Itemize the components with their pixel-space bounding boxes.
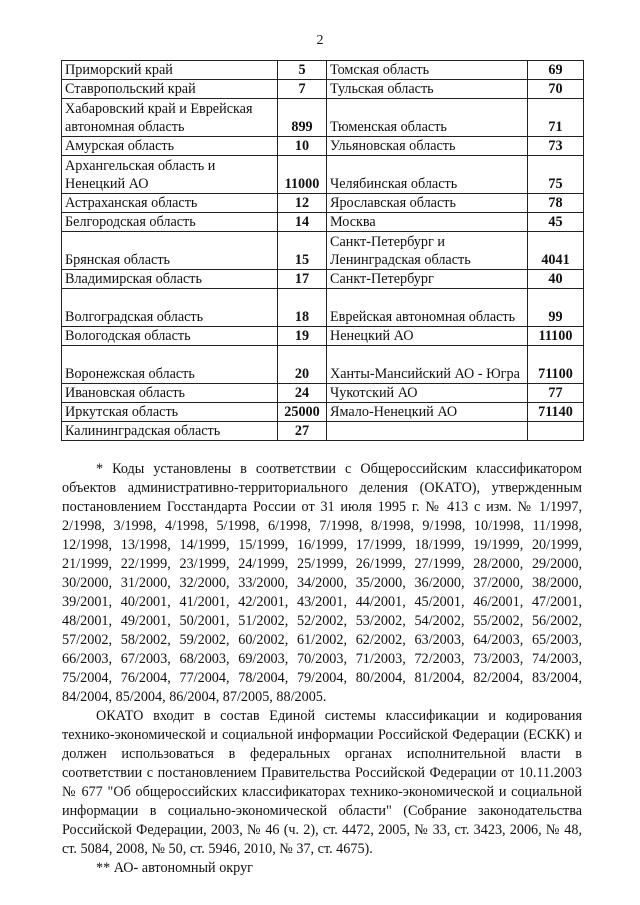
region-code-cell: 19 [278,327,327,346]
table-row [62,99,584,137]
region-code-cell: 899 [278,99,327,137]
table-row [62,232,584,270]
region-code-cell: 71100 [528,346,584,384]
region-name-cell: Архангельская область и Ненецкий АО [62,156,278,194]
region-name-cell: Владимирская область [62,270,278,289]
region-name-cell: Калининградская область [62,422,278,441]
region-name-cell: Хабаровский край и Еврейская автономная область [62,99,278,137]
table-row [62,156,584,194]
region-code-cell: 40 [528,270,584,289]
region-name-cell: Ставропольский край [62,80,278,99]
table-row [62,137,584,156]
region-code-cell: 20 [278,346,327,384]
region-name-cell: Ивановская область [62,384,278,403]
footnote-okato-codes: * Коды установлены в соответствии с Общероссийским классификатором объектов административно-территориального деления (ОКАТО), утвержденным постановлением Госстандарта России от 31 июля 1995 г. № 413 с изм. № 1/1997, 2/1998, 3/1998, 4/1998, 5/1998, 6/1998, 7/1998, 8/1998, 9/1998, 10/1998, 11/1998, 12/1998, 13/1998, 14/1999, 15/1999, 16/1999, 17/1999, 18/1999, 19/1999, 20/1999, 21/1999, 22/1999, 23/1999, 24/1999, 25/1999, 26/1999, 27/1999, 28/2000, 29/2000, 30/2000, 31/2000, 32/2000, 33/2000, 34/2000, 35/2000, 36/2000, 37/2000, 38/2000, 39/2001, 40/2001, 41/2001, 42/2001, 43/2001, 44/2001, 45/2001, 46/2001, 47/2001, 48/2001, 49/2001, 50/2001, 51/2002, 52/2002, 53/2002, 54/2002, 55/2002, 56/2002, 57/2002, 58/2002, 59/2002, 60/2002, 61/2002, 62/2002, 63/2003, 64/2003, 65/2003, 66/2003, 67/2003, 68/2003, 69/2003, 70/2003, 71/2003, 72/2003, 73/2003, 74/2003, 75/2004, 76/2004, 77/2004, 78/2004, 79/2004, 80/2004, 81/2004, 82/2004, 83/2004, 84/2004, 85/2004, 86/2004, 87/2005, 88/2005. [62,461,582,705]
table-row [62,289,584,327]
table-row [62,61,584,80]
region-name-cell: Иркутская область [62,403,278,422]
region-name-cell: Челябинская область [327,156,528,194]
okato-description-paragraph: ОКАТО входит в состав Единой системы классификации и кодирования технико-экономической и социальной информации Российской Федерации (ЕСКК) и должен использоваться в федеральных органах исполнительной власти в соответствии с постановлением Правительства Российской Федерации от 10.11.2003 № 677 "Об общероссийских классификаторах технико-экономической и социальной информации в социально-экономической области" (Собрание законодательства Российской Федерации, 2003, № 46 (ч. 2), ст. 4472, 2005, № 33, ст. 3423, 2006, № 48, ст. 5084, 2008, № 50, ст. 5946, 2010, № 37, ст. 4675). [62,708,582,857]
page-number: 2 [316,33,324,48]
footnotes [62,460,582,878]
region-name-cell: Ярославская область [327,194,528,213]
region-name-cell: Волгоградская область [62,289,278,327]
region-name-cell: Воронежская область [62,346,278,384]
region-code-cell: 25000 [278,403,327,422]
region-name-cell: Москва [327,213,528,232]
region-name-cell: Ямало-Ненецкий АО [327,403,528,422]
table-row [62,384,584,403]
table-row [62,213,584,232]
region-name-cell: Томская область [327,61,528,80]
table-row [62,80,584,99]
region-code-cell: 10 [278,137,327,156]
region-codes-table-body [62,61,584,441]
region-code-cell: 69 [528,61,584,80]
table-row [62,327,584,346]
region-codes-table [61,60,584,441]
region-code-cell: 99 [528,289,584,327]
table-row [62,422,584,441]
region-name-cell: Чукотский АО [327,384,528,403]
region-code-cell: 78 [528,194,584,213]
region-code-cell: 15 [278,232,327,270]
region-code-cell: 73 [528,137,584,156]
region-code-cell: 71 [528,99,584,137]
region-name-cell: Санкт-Петербург и Ленинградская область [327,232,528,270]
region-code-cell: 11100 [528,327,584,346]
region-code-cell: 4041 [528,232,584,270]
region-name-cell: Вологодская область [62,327,278,346]
region-name-cell: Белгородская область [62,213,278,232]
region-code-cell: 17 [278,270,327,289]
region-name-cell: Ульяновская область [327,137,528,156]
region-code-cell: 5 [278,61,327,80]
region-code-cell [528,422,584,441]
region-code-cell: 71140 [528,403,584,422]
region-name-cell: Еврейская автономная область [327,289,528,327]
region-code-cell: 12 [278,194,327,213]
region-code-cell: 70 [528,80,584,99]
footnote-ao-definition: ** АО- автономный округ [96,860,254,876]
region-code-cell: 7 [278,80,327,99]
table-row [62,346,584,384]
region-name-cell: Астраханская область [62,194,278,213]
region-code-cell: 14 [278,213,327,232]
region-name-cell: Брянская область [62,232,278,270]
region-name-cell: Ханты-Мансийский АО - Югра [327,346,528,384]
region-name-cell: Тюменская область [327,99,528,137]
region-name-cell: Тульская область [327,80,528,99]
region-name-cell: Санкт-Петербург [327,270,528,289]
region-code-cell: 18 [278,289,327,327]
table-row [62,194,584,213]
region-name-cell [327,422,528,441]
region-name-cell: Амурская область [62,137,278,156]
region-name-cell: Ненецкий АО [327,327,528,346]
region-code-cell: 45 [528,213,584,232]
region-code-cell: 27 [278,422,327,441]
region-name-cell: Приморский край [62,61,278,80]
region-code-cell: 75 [528,156,584,194]
region-code-cell: 24 [278,384,327,403]
region-code-cell: 11000 [278,156,327,194]
table-row [62,403,584,422]
region-code-cell: 77 [528,384,584,403]
table-row [62,270,584,289]
